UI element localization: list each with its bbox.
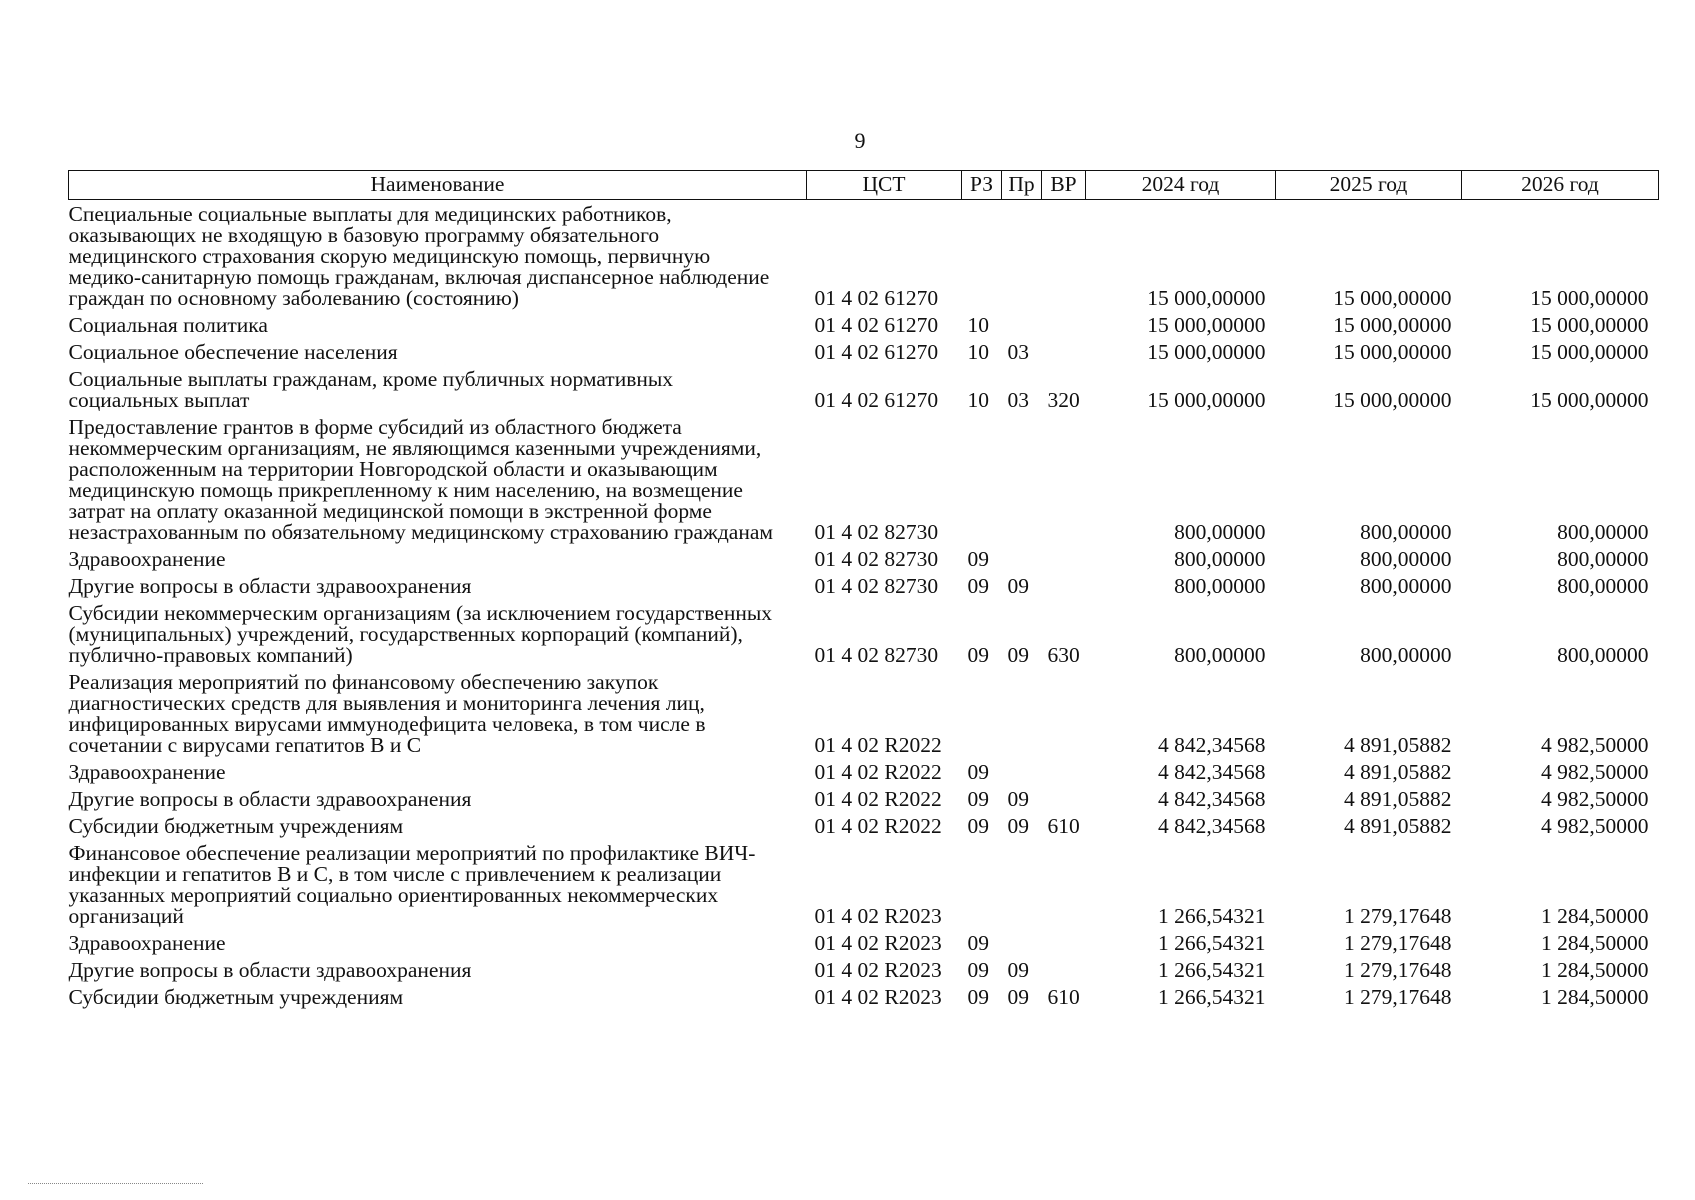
table-row: [69, 929, 1659, 956]
table-row: [69, 812, 1659, 839]
row-amount-2025: 4 891,05882: [1344, 733, 1452, 757]
row-amount-2026: 15 000,00000: [1530, 286, 1649, 310]
header-2026: 2026 год: [1462, 171, 1659, 200]
row-vr: [1042, 956, 1086, 983]
row-amount-2024: 4 842,34568: [1158, 814, 1266, 838]
row-amount-2024: 4 842,34568: [1158, 760, 1266, 784]
row-code: 01 4 02 61270: [814, 286, 939, 310]
row-name: Социальная политика: [68, 313, 268, 337]
row-code: 01 4 02 R2023: [814, 904, 942, 928]
table-row: [69, 758, 1659, 785]
table-row: [69, 338, 1659, 365]
header-vr: ВР: [1042, 171, 1086, 200]
table-row: [69, 956, 1659, 983]
table-row: [69, 785, 1659, 812]
row-vr: 630: [1047, 643, 1080, 667]
header-pr: Пр: [1002, 171, 1042, 200]
row-rz: 09: [967, 643, 989, 667]
table-row: [69, 200, 1659, 312]
row-vr: 610: [1047, 985, 1080, 1009]
row-rz: [962, 200, 1002, 312]
row-rz: [962, 668, 1002, 758]
row-amount-2026: 800,00000: [1557, 574, 1649, 598]
page-number: 9: [854, 128, 866, 153]
header-name: Наименование: [69, 171, 807, 200]
row-pr: [1002, 929, 1042, 956]
table-header: [69, 171, 1659, 200]
row-name: Здравоохранение: [68, 931, 226, 955]
row-name: Другие вопросы в области здравоохранения: [68, 574, 472, 598]
row-amount-2024: 800,00000: [1174, 643, 1266, 667]
row-rz: 10: [967, 340, 989, 364]
row-name: Социальное обеспечение населения: [68, 340, 398, 364]
table-row: [69, 983, 1659, 1010]
row-amount-2026: 4 982,50000: [1541, 760, 1649, 784]
header-2024: 2024 год: [1086, 171, 1276, 200]
row-amount-2025: 1 279,17648: [1344, 931, 1452, 955]
row-amount-2025: 15 000,00000: [1333, 286, 1452, 310]
row-rz: 09: [967, 574, 989, 598]
row-amount-2024: 800,00000: [1174, 574, 1266, 598]
row-amount-2025: 4 891,05882: [1344, 787, 1452, 811]
row-vr: [1042, 668, 1086, 758]
row-rz: [962, 413, 1002, 545]
row-amount-2026: 1 284,50000: [1541, 958, 1649, 982]
row-pr: [1002, 200, 1042, 312]
row-name: Финансовое обеспечение реализации мероприятий по профилактике ВИЧ-инфекции и гепатитов B и C, в том числе с привлечением к реализации указанных мероприятий социально ориентированных некоммерческих организаций: [68, 841, 756, 928]
row-amount-2025: 15 000,00000: [1333, 388, 1452, 412]
row-amount-2025: 1 279,17648: [1344, 958, 1452, 982]
row-vr: [1042, 338, 1086, 365]
row-rz: 10: [967, 313, 989, 337]
row-amount-2024: 15 000,00000: [1147, 313, 1266, 337]
row-amount-2025: 800,00000: [1360, 547, 1452, 571]
row-vr: [1042, 200, 1086, 312]
row-amount-2024: 15 000,00000: [1147, 286, 1266, 310]
row-amount-2024: 1 266,54321: [1158, 985, 1266, 1009]
row-vr: [1042, 311, 1086, 338]
table-row: [69, 572, 1659, 599]
row-vr: [1042, 839, 1086, 929]
row-rz: 09: [967, 760, 989, 784]
row-pr: [1002, 545, 1042, 572]
row-amount-2026: 800,00000: [1557, 520, 1649, 544]
row-rz: 09: [967, 985, 989, 1009]
row-amount-2025: 4 891,05882: [1344, 760, 1452, 784]
row-rz: 09: [967, 787, 989, 811]
budget-table: [68, 170, 1659, 1010]
row-pr: [1002, 839, 1042, 929]
row-amount-2024: 1 266,54321: [1158, 958, 1266, 982]
row-code: 01 4 02 R2022: [814, 814, 942, 838]
row-amount-2025: 800,00000: [1360, 520, 1452, 544]
row-rz: 09: [967, 547, 989, 571]
table-row: [69, 311, 1659, 338]
row-amount-2026: 800,00000: [1557, 547, 1649, 571]
row-amount-2026: 15 000,00000: [1530, 340, 1649, 364]
row-amount-2025: 1 279,17648: [1344, 985, 1452, 1009]
row-rz: 09: [967, 931, 989, 955]
row-pr: 09: [1007, 787, 1029, 811]
row-pr: [1002, 668, 1042, 758]
table-row: [69, 545, 1659, 572]
header-rz: РЗ: [962, 171, 1002, 200]
row-vr: 610: [1047, 814, 1080, 838]
row-code: 01 4 02 R2023: [814, 985, 942, 1009]
row-amount-2024: 800,00000: [1174, 520, 1266, 544]
row-pr: 09: [1007, 814, 1029, 838]
footer-rule: [28, 1183, 203, 1184]
row-vr: [1042, 758, 1086, 785]
header-2025: 2025 год: [1276, 171, 1462, 200]
row-name: Субсидии некоммерческим организациям (за исключением государственных (муниципальных) учреждений, государственных корпораций (компаний), публично-правовых компаний): [68, 601, 773, 667]
row-amount-2024: 4 842,34568: [1158, 787, 1266, 811]
row-vr: [1042, 929, 1086, 956]
row-amount-2026: 1 284,50000: [1541, 931, 1649, 955]
table-row: [69, 365, 1659, 413]
row-code: 01 4 02 R2022: [814, 760, 942, 784]
row-amount-2026: 800,00000: [1557, 643, 1649, 667]
row-amount-2024: 1 266,54321: [1158, 904, 1266, 928]
table-body: [69, 200, 1659, 1011]
row-pr: 09: [1007, 985, 1029, 1009]
row-pr: 09: [1007, 958, 1029, 982]
row-code: 01 4 02 61270: [814, 313, 939, 337]
row-rz: [962, 839, 1002, 929]
table-row: [69, 599, 1659, 668]
row-amount-2024: 4 842,34568: [1158, 733, 1266, 757]
row-amount-2026: 4 982,50000: [1541, 787, 1649, 811]
row-pr: 03: [1007, 388, 1029, 412]
row-pr: 09: [1007, 574, 1029, 598]
row-amount-2026: 1 284,50000: [1541, 985, 1649, 1009]
row-code: 01 4 02 82730: [814, 520, 939, 544]
header-code: ЦСТ: [807, 171, 962, 200]
row-amount-2024: 800,00000: [1174, 547, 1266, 571]
row-code: 01 4 02 82730: [814, 547, 939, 571]
row-amount-2026: 4 982,50000: [1541, 814, 1649, 838]
row-vr: [1042, 785, 1086, 812]
row-name: Специальные социальные выплаты для медицинских работников, оказывающих не входящую в базовую программу обязательного медицинского страхования скорую медицинскую помощь, первичную медико-санитарную помощь гражданам, включая диспансерное наблюдение граждан по основному заболеванию (состоянию): [68, 202, 770, 310]
row-code: 01 4 02 61270: [814, 340, 939, 364]
row-code: 01 4 02 82730: [814, 574, 939, 598]
row-name: Здравоохранение: [68, 547, 226, 571]
table-row: [69, 668, 1659, 758]
row-amount-2025: 800,00000: [1360, 643, 1452, 667]
row-amount-2025: 15 000,00000: [1333, 313, 1452, 337]
row-amount-2025: 4 891,05882: [1344, 814, 1452, 838]
row-name: Здравоохранение: [68, 760, 226, 784]
row-name: Субсидии бюджетным учреждениям: [68, 814, 404, 838]
row-amount-2025: 800,00000: [1360, 574, 1452, 598]
header-row: [69, 171, 1659, 200]
table-row: [69, 413, 1659, 545]
row-amount-2024: 15 000,00000: [1147, 388, 1266, 412]
row-amount-2024: 15 000,00000: [1147, 340, 1266, 364]
row-pr: [1002, 758, 1042, 785]
row-amount-2025: 1 279,17648: [1344, 904, 1452, 928]
row-amount-2026: 1 284,50000: [1541, 904, 1649, 928]
row-amount-2026: 4 982,50000: [1541, 733, 1649, 757]
row-amount-2024: 1 266,54321: [1158, 931, 1266, 955]
row-name: Другие вопросы в области здравоохранения: [68, 787, 472, 811]
row-pr: [1002, 413, 1042, 545]
row-amount-2025: 15 000,00000: [1333, 340, 1452, 364]
row-pr: 03: [1007, 340, 1029, 364]
row-rz: 10: [967, 388, 989, 412]
row-amount-2026: 15 000,00000: [1530, 313, 1649, 337]
row-name: Социальные выплаты гражданам, кроме публичных нормативных социальных выплат: [68, 367, 674, 412]
row-name: Реализация мероприятий по финансовому обеспечению закупок диагностических средств для выявления и мониторинга лечения лиц, инфицированных вирусами иммунодефицита человека, в том числе в сочетании с вирусами гепатитов B и C: [68, 670, 706, 757]
row-amount-2026: 15 000,00000: [1530, 388, 1649, 412]
row-rz: 09: [967, 814, 989, 838]
row-vr: 320: [1047, 388, 1080, 412]
row-name: Субсидии бюджетным учреждениям: [68, 985, 404, 1009]
row-code: 01 4 02 82730: [814, 643, 939, 667]
row-vr: [1042, 413, 1086, 545]
row-code: 01 4 02 R2022: [814, 787, 942, 811]
row-rz: 09: [967, 958, 989, 982]
row-code: 01 4 02 R2023: [814, 931, 942, 955]
row-pr: 09: [1007, 643, 1029, 667]
row-name: Предоставление грантов в форме субсидий из областного бюджета некоммерческим организациям, не являющимся казенными учреждениями, расположенным на территории Новгородской области и оказывающим медицинскую помощь прикрепленному к ним населению, на возмещение затрат на оплату оказанной медицинской помощи в экстренной форме незастрахованным по обязательному медицинскому страхованию гражданам: [68, 415, 774, 544]
table-row: [69, 839, 1659, 929]
row-code: 01 4 02 R2022: [814, 733, 942, 757]
row-vr: [1042, 545, 1086, 572]
row-vr: [1042, 572, 1086, 599]
row-name: Другие вопросы в области здравоохранения: [68, 958, 472, 982]
row-code: 01 4 02 61270: [814, 388, 939, 412]
row-code: 01 4 02 R2023: [814, 958, 942, 982]
row-pr: [1002, 311, 1042, 338]
